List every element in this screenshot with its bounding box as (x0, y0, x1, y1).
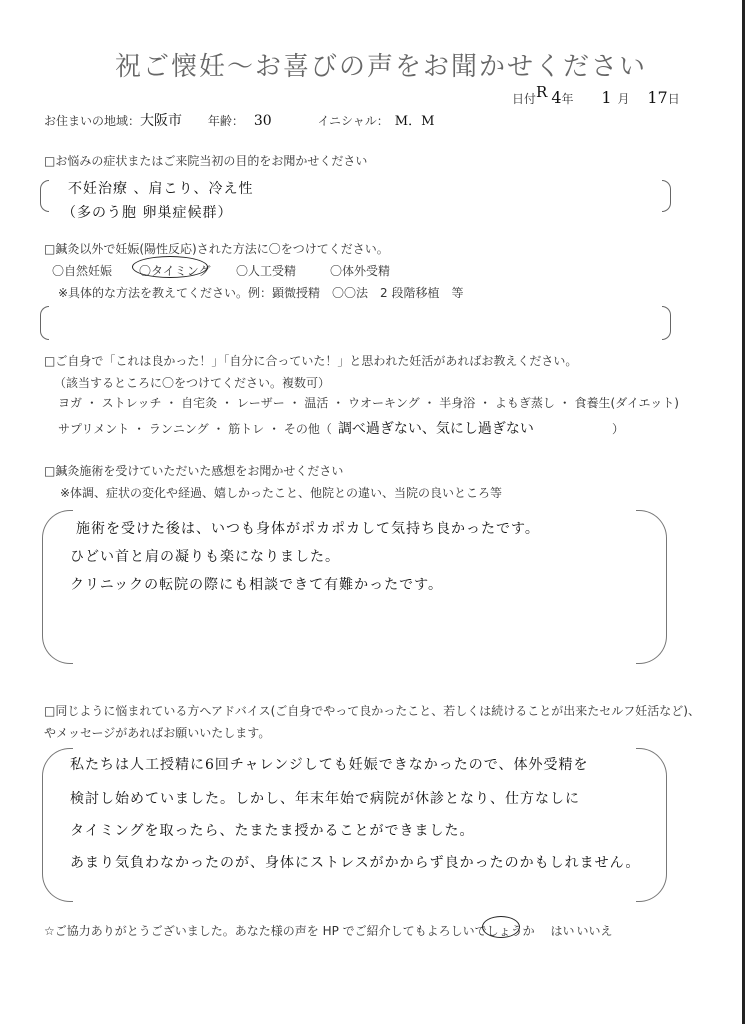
area-label: お住まいの地域： (44, 114, 141, 128)
q5-answer-line3: タイミングを取ったら、たまたま授かることができました。 (70, 823, 475, 839)
q3-row2-suffix: ） (611, 422, 624, 436)
q4-answer-line3: クリニックの転院の際にも相談できて有難かったです。 (70, 577, 444, 593)
q2-bracket-right (662, 306, 671, 340)
initial-label: イニシャル： (317, 114, 389, 128)
footer-row (44, 922, 613, 939)
date-year-suffix: 年 (561, 92, 574, 106)
footer-no: いいえ (576, 924, 613, 938)
q2-option-artificial: 〇人工受精 (236, 264, 297, 278)
q3-row2 (58, 418, 624, 438)
footer-text: ☆ご協力ありがとうございました。あなた様の声を HP でご紹介してもよろしいでしょうか (44, 924, 535, 938)
area-value: 大阪市 (140, 113, 183, 129)
q2-note: ※具体的な方法を教えてください。例：顕微授精 〇〇法 2 段階移植 等 (58, 286, 464, 300)
date-day-suffix: 日 (667, 92, 680, 106)
q4-box-right (636, 510, 667, 664)
q2-prompt: □鍼灸以外で妊娠(陽性反応)された方法に〇をつけてください。 (44, 242, 389, 256)
q5-prompt-line1: □同じように悩まれている方へアドバイス(ご自身でやって良かったこと、若しくは続けることが出来たセルフ妊活など)、 (44, 704, 700, 718)
q1-bracket-left (40, 180, 49, 212)
age-value: 30 (253, 113, 272, 129)
q2-option-natural: 〇自然妊娠 (52, 264, 113, 278)
page-title: 祝ご懐妊～お喜びの声をお聞かせください (115, 52, 648, 82)
date-year: 4 (551, 88, 562, 107)
date-day: 17 (647, 88, 668, 107)
q4-prompt: □鍼灸施術を受けていただいた感想をお聞かせください (44, 464, 344, 478)
q1-answer-line2: （多のう胞 卵巣症候群） (62, 205, 233, 221)
q1-answer-line1: 不妊治療 、肩こり、冷え性 (68, 181, 254, 197)
footer-yes-circle (482, 916, 520, 938)
date-era: R (536, 83, 548, 101)
age-label: 年齢： (207, 114, 244, 128)
date-month: 1 (601, 88, 612, 107)
q5-box-left (42, 748, 73, 902)
footer-yes: はい (550, 924, 575, 938)
q5-prompt-line2: やメッセージがあればお願いいたします。 (44, 726, 271, 740)
q4-note: ※体調、症状の変化や経過、嬉しかったこと、他院との違い、当院の良いところ等 (60, 486, 503, 500)
q5-box-right (636, 748, 667, 902)
date-month-suffix: 月 (617, 92, 630, 106)
q3-row2-answer: 調べ過ぎない、気にし過ぎない (337, 421, 534, 437)
q1-bracket-right (662, 180, 671, 212)
q2-bracket-left (40, 306, 49, 340)
q4-box-left (42, 510, 73, 664)
q3-row1: ヨガ ・ ストレッチ ・ 自宅灸 ・ レーザー ・ 温活 ・ ウオーキング ・ 半身浴 ・ よもぎ蒸し ・ 食養生(ダイエット) (58, 396, 679, 410)
q2-option-timing: 〇タイミング (139, 264, 211, 278)
q2-option-ivf: 〇体外受精 (330, 264, 391, 278)
q2-timing-circle (132, 256, 208, 278)
q3-sub: （該当するところに〇をつけてください。複数可） (54, 376, 331, 390)
q5-answer-line2: 検討し始めていました。しかし、年末年始で病院が休診となり、仕方なしに (70, 791, 580, 807)
q5-answer-line1: 私たちは人工授精に6回チャレンジしても妊娠できなかったので、体外受精を (70, 757, 589, 773)
q5-answer-line4: あまり気負わなかったのが、身体にストレスがかからず良かったのかもしれません。 (70, 855, 641, 871)
initial-value: M．M (394, 114, 435, 129)
q1-prompt: □お悩みの症状またはご来院当初の目的をお聞かせください (44, 154, 368, 168)
date-row (512, 83, 680, 107)
q4-answer-line2: ひどい首と肩の凝りも楽になりました。 (70, 549, 340, 565)
q4-answer-line1: 施術を受けた後は、いつも身体がポカポカして気持ち良かったです。 (76, 521, 540, 537)
date-label: 日付 (512, 92, 537, 106)
q3-prompt: □ご自身で「これは良かった！」「自分に合っていた！」と思われた妊活があればお教えください。 (44, 354, 578, 368)
q3-row2-prefix: サプリメント ・ ランニング ・ 筋トレ ・ その他（ (58, 422, 332, 436)
profile-row (44, 110, 434, 130)
